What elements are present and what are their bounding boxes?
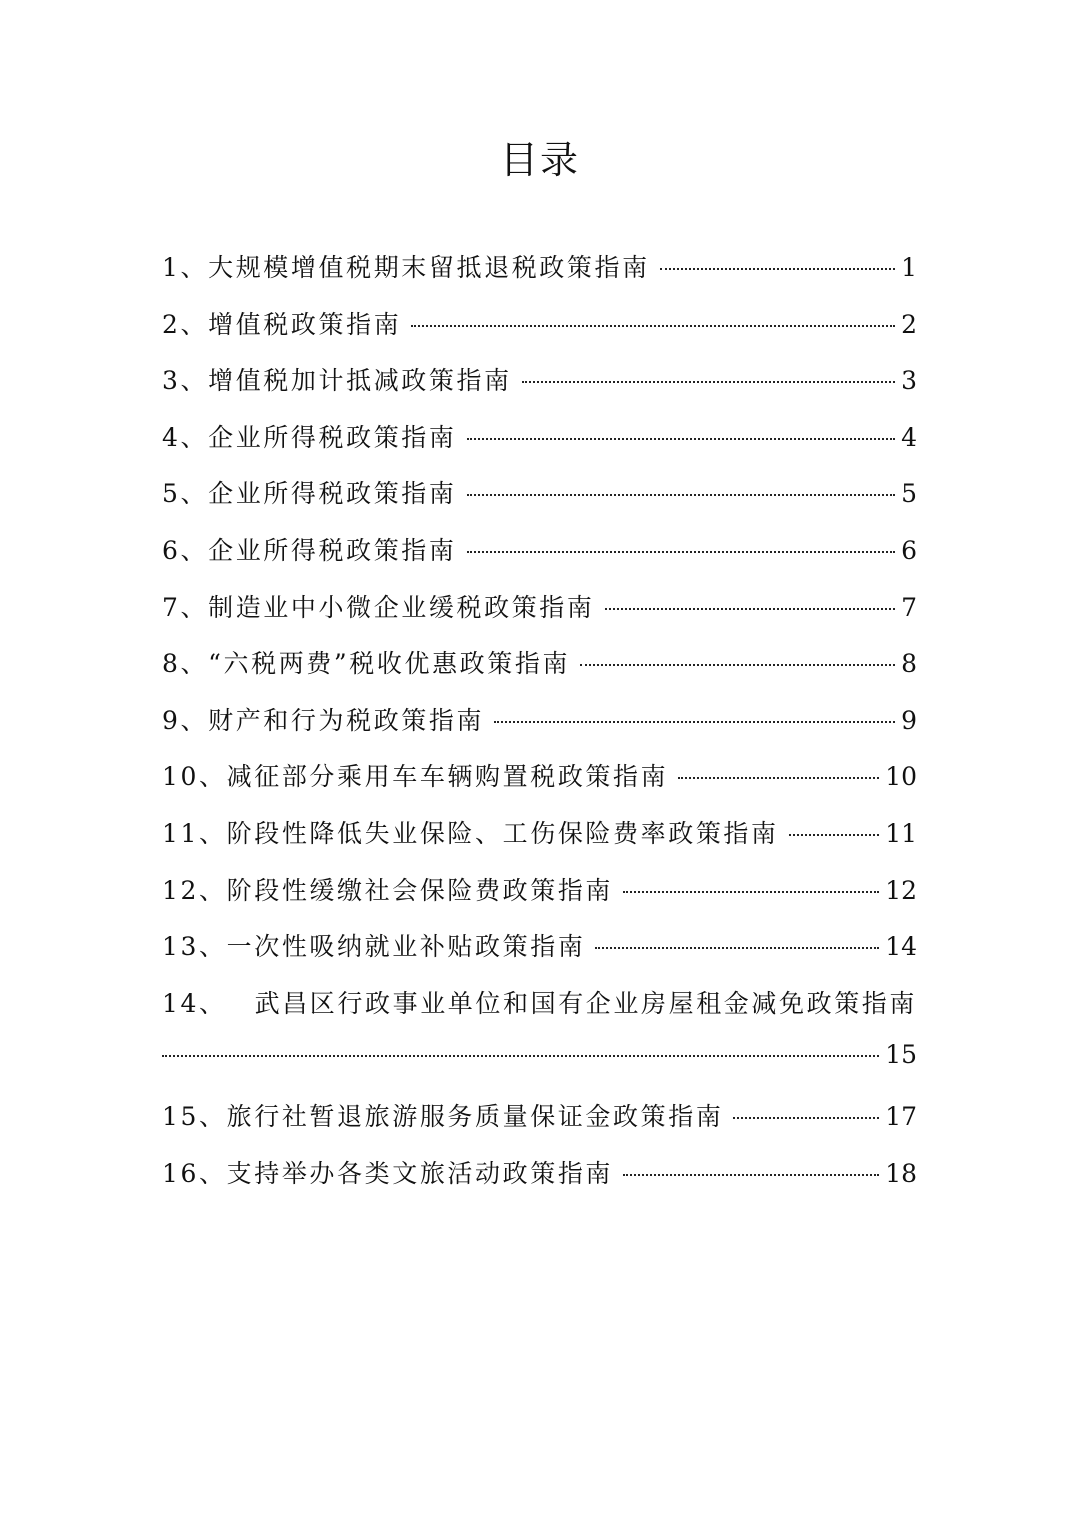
toc-leader-dots (605, 608, 896, 610)
toc-entry-title: 制造业中小微企业缓税政策指南 (208, 592, 595, 622)
toc-entry-title: 大规模增值税期末留抵退税政策指南 (208, 253, 650, 282)
toc-leader-dots (623, 1174, 879, 1176)
toc-entry-page: 12 (885, 875, 917, 905)
toc-leader-dots (411, 325, 895, 327)
toc-entry-page: 11 (885, 818, 917, 848)
toc-entry-number: 5、 (162, 479, 209, 509)
toc-leader-dots (660, 268, 895, 270)
toc-entry-page: 17 (885, 1101, 917, 1131)
toc-entry-13[interactable] (162, 927, 917, 984)
toc-leader-dots (522, 381, 895, 383)
table-of-contents (162, 248, 917, 1210)
toc-entry-title: 财产和行为税政策指南 (208, 705, 485, 735)
toc-entry-title: 企业所得税政策指南 (208, 422, 457, 452)
toc-entry-16[interactable] (162, 1154, 917, 1211)
toc-entry-4[interactable] (162, 418, 917, 475)
toc-entry-number: 12、 (162, 875, 227, 905)
toc-entry-title: 旅行社暂退旅游服务质量保证金政策指南 (226, 1101, 724, 1131)
toc-leader-dots (733, 1117, 879, 1119)
toc-entry-leader-line (162, 1040, 917, 1097)
toc-entry-page: 2 (901, 309, 917, 339)
toc-entry-page: 9 (901, 705, 917, 735)
toc-entry-page: 18 (885, 1158, 917, 1188)
toc-entry-number: 11、 (162, 818, 227, 848)
toc-entry-page: 10 (885, 762, 917, 792)
toc-entry-14[interactable] (162, 984, 917, 1097)
toc-leader-dots (467, 551, 896, 553)
toc-entry-7[interactable] (162, 588, 917, 645)
toc-entry-page: 4 (901, 422, 917, 452)
toc-entry-10[interactable] (162, 757, 917, 814)
toc-entry-title: 武昌区行政事业单位和国有企业房屋租金减免政策指南 (254, 988, 917, 1018)
toc-entry-title: 减征部分乘用车车辆购置税政策指南 (226, 762, 669, 792)
toc-leader-dots (494, 721, 895, 723)
toc-leader-dots (467, 438, 896, 440)
toc-leader-dots (595, 947, 879, 949)
toc-entry-number: 7、 (162, 592, 209, 622)
toc-entry-page: 8 (901, 649, 917, 679)
page-title: 目录 (499, 138, 580, 182)
toc-entry-2[interactable] (162, 305, 917, 362)
toc-entry-number: 3、 (162, 366, 209, 396)
toc-entry-number: 8、 (162, 649, 209, 679)
toc-entry-page: 15 (885, 1040, 917, 1070)
toc-entry-number: 14、 (162, 988, 227, 1018)
toc-entry-title: 阶段性缓缴社会保险费政策指南 (226, 875, 614, 905)
toc-entry-title: 企业所得税政策指南 (208, 535, 457, 565)
toc-entry-6[interactable] (162, 531, 917, 588)
toc-leader-dots (162, 1055, 879, 1057)
toc-entry-1[interactable] (162, 248, 917, 305)
toc-entry-page: 5 (901, 479, 917, 509)
toc-entry-title-line (162, 984, 917, 1041)
toc-entry-9[interactable] (162, 701, 917, 758)
toc-entry-number: 9、 (162, 705, 209, 735)
toc-entry-page: 1 (901, 253, 917, 282)
toc-entry-12[interactable] (162, 871, 917, 928)
toc-entry-page: 14 (885, 932, 917, 962)
toc-entry-number: 1、 (162, 253, 209, 282)
toc-entry-title: “六税两费”税收优惠政策指南 (208, 649, 571, 679)
toc-leader-dots (678, 777, 879, 779)
toc-entry-title: 支持举办各类文旅活动政策指南 (226, 1158, 614, 1188)
toc-entry-3[interactable] (162, 361, 917, 418)
toc-entry-number: 4、 (162, 422, 209, 452)
toc-entry-11[interactable] (162, 814, 917, 871)
toc-entry-page: 7 (901, 592, 917, 622)
toc-entry-15[interactable] (162, 1097, 917, 1154)
toc-entry-number: 10、 (162, 762, 227, 792)
toc-entry-number: 6、 (162, 535, 209, 565)
toc-leader-dots (467, 494, 896, 496)
toc-leader-dots (623, 891, 879, 893)
toc-entry-title: 增值税政策指南 (208, 309, 402, 339)
toc-entry-number: 16、 (162, 1158, 227, 1188)
toc-entry-5[interactable] (162, 474, 917, 531)
toc-leader-dots (580, 664, 895, 666)
toc-entry-title: 增值税加计抵减政策指南 (208, 366, 512, 396)
toc-entry-number: 15、 (162, 1101, 227, 1131)
toc-leader-dots (789, 834, 880, 836)
toc-entry-number: 2、 (162, 309, 209, 339)
toc-entry-number: 13、 (162, 932, 227, 962)
toc-entry-page: 6 (901, 535, 917, 565)
toc-entry-title: 阶段性降低失业保险、工伤保险费率政策指南 (226, 818, 779, 848)
toc-entry-title: 企业所得税政策指南 (208, 479, 457, 509)
toc-entry-page: 3 (901, 366, 917, 396)
toc-entry-8[interactable] (162, 644, 917, 701)
toc-entry-title: 一次性吸纳就业补贴政策指南 (226, 932, 586, 962)
